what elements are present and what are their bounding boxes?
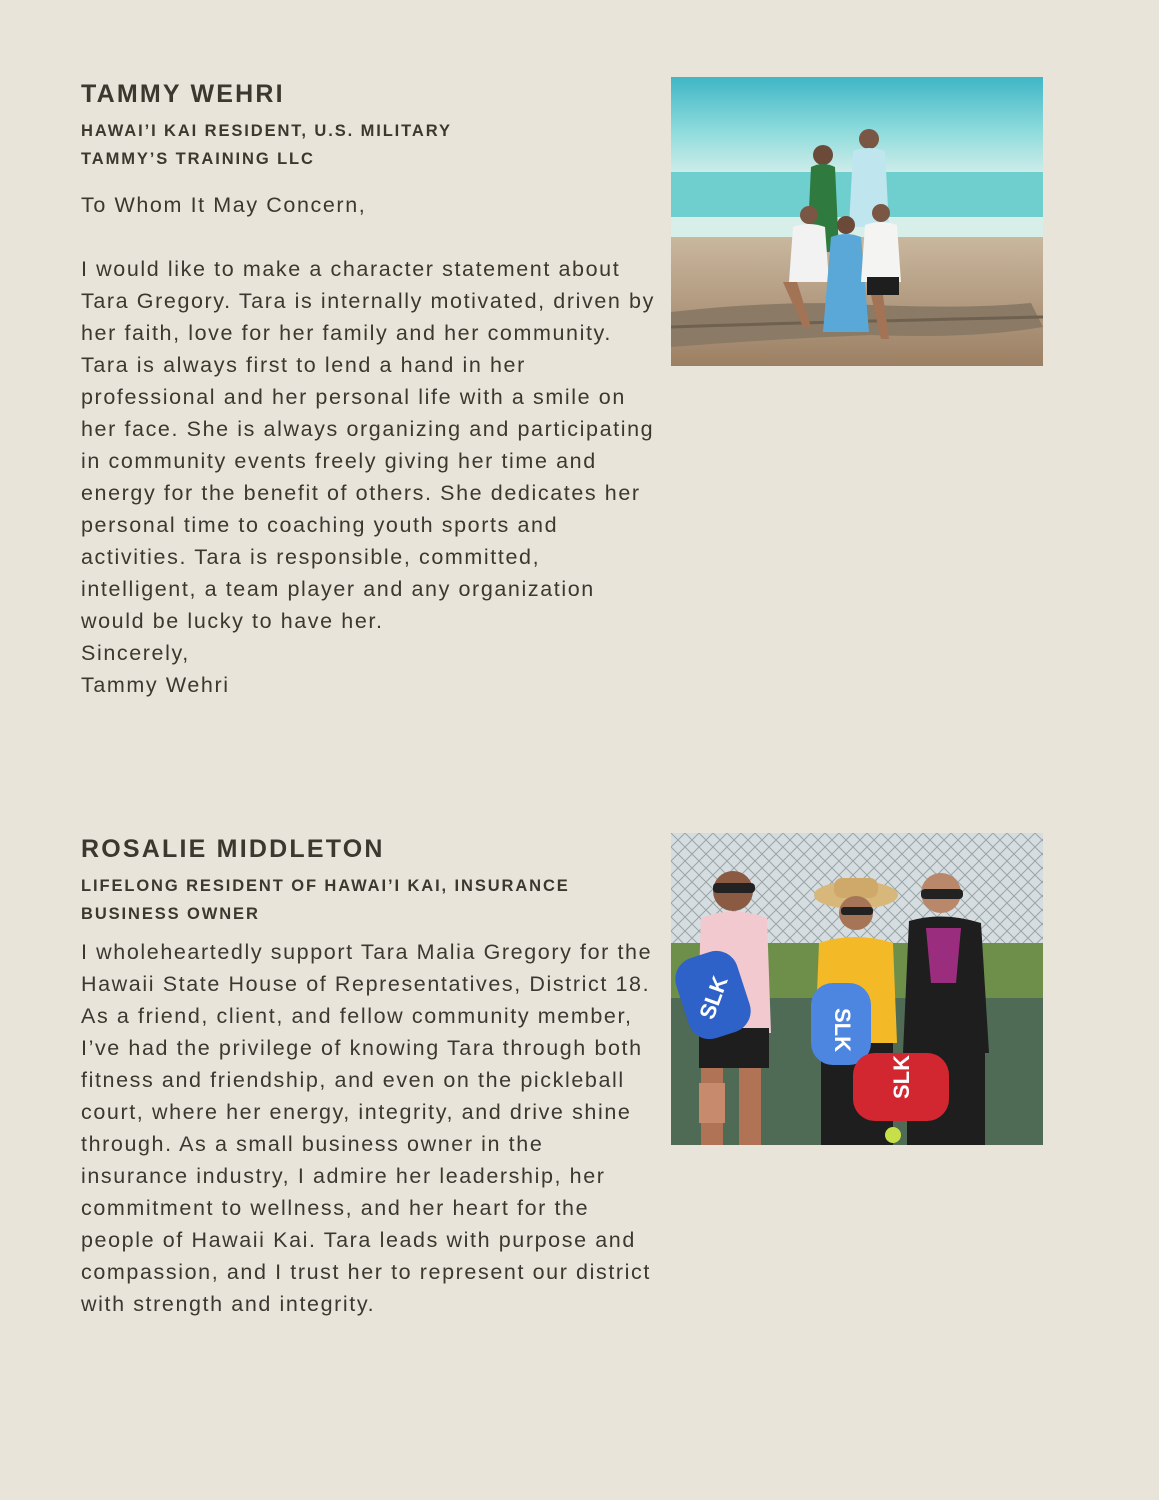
paddle-red: [853, 1053, 949, 1121]
letter-greeting: To Whom It May Concern,: [81, 193, 367, 217]
pickleball-illustration: [671, 833, 1043, 1145]
testimonial-rosalie-middleton: [81, 834, 656, 1320]
role-line: HAWAI’I KAI RESIDENT, U.S. MILITARY: [81, 122, 452, 140]
paddle-blue-middle: [811, 983, 871, 1065]
role-line: BUSINESS OWNER: [81, 905, 260, 923]
letter-body: I wholeheartedly support Tara Malia Gregory for the Hawaii State House of Representatives, District 18. As a friend, client, and fellow community member, I’ve had the privilege of knowing Tara through both fitness and friendship, and even on the pickleball court, where her energy, integrity, and drive shine through. As a small business owner in the insurance industry, I admire her leadership, her commitment to wellness, and her heart for the people of Hawaii Kai. Tara leads with purpose and compassion, and I trust her to represent our district with strength and integrity.: [81, 940, 653, 1316]
testimonial-role: [81, 872, 656, 928]
testimonial-name: ROSALIE MIDDLETON: [81, 835, 385, 863]
testimonial-role: [81, 117, 656, 173]
family-beach-photo: [671, 77, 1043, 366]
paragraph-spacer: [81, 221, 656, 253]
role-line: TAMMY’S TRAINING LLC: [81, 150, 315, 168]
role-line: LIFELONG RESIDENT OF HAWAI’I KAI, INSURANCE: [81, 877, 570, 895]
family-beach-illustration: [671, 77, 1043, 366]
testimonial-body: [81, 189, 656, 701]
letter-signature: Tammy Wehri: [81, 673, 230, 697]
letter-body: I would like to make a character statement about Tara Gregory. Tara is internally motivated, driven by her faith, love for her family and her community. Tara is always first to lend a hand in her professional and her personal life with a smile on her face. She is always organizing and participating in community events freely giving her time and energy for the benefit of others. She dedicates her personal time to coaching youth sports and activities. Tara is responsible, committed, intelligent, a team player and any organization would be lucky to have her.: [81, 257, 655, 633]
paddle-logo: SLK: [830, 1008, 855, 1052]
pickleball-ball: [885, 1127, 901, 1143]
pickleball-players-photo: [671, 833, 1043, 1145]
letter-closing: Sincerely,: [81, 641, 190, 665]
testimonial-tammy-wehri: [81, 79, 656, 701]
testimonial-name: TAMMY WEHRI: [81, 80, 285, 108]
paddle-logo: SLK: [889, 1055, 914, 1099]
paddle-logo: SLK: [694, 972, 733, 1023]
testimonial-body: [81, 936, 656, 1320]
